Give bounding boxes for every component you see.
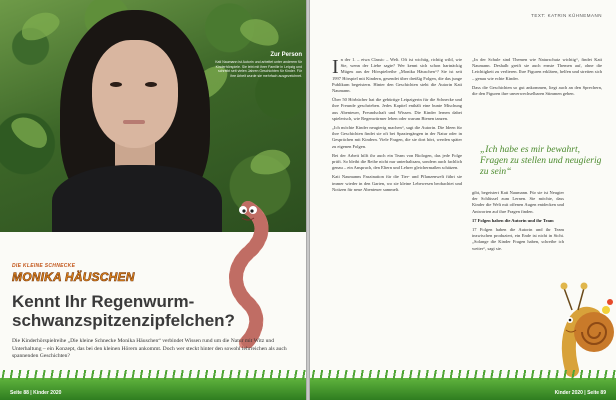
portrait-torso [52,165,222,232]
leaf-decoration [237,14,283,50]
paragraph: n der 1. – etwa Classic – Welt. Oft ist wichtig, richtig wild, wie Sie, wenn der Liebe sagte? Wer kennt sich schon hartnäckig Mügeu aus der Hörspielreihe „Monika Häuschen“? Sie ist seit 1997 Hörspiel mit Kindern, gesendet über dreißig Folgen, die das junge Publikum begeistern. Hinter den Geschichten steht die Autorin Kati Naumann. [332,57,462,94]
subheading-paragraph [472,218,564,224]
subheading: 17 Folgen haben die Autorin und ihr Team [472,217,554,223]
paragraph: Dass die Geschichten so gut ankommen, liegt auch an den Sprechern, die den Figuren ihre unverwechselbaren Stimmen geben. [472,84,602,97]
paragraph: 17 Folgen haben die Autorin und ihr Team inzwischen produziert, ein Ende ist nicht in Sicht. „Solange die Kinder Fragen haben, schreibe ich weiter“, sagt sie. [472,227,564,251]
portrait-mouth [123,120,145,124]
paragraph: Bei der Arbeit hilft ihr auch ein Team von Biologen, das jede Folge prüft. So bleibt die Reihe nicht nur unterhaltsam, sondern auch fachlich genau – ein Anspruch, den Eltern und Lehrer gleichermaßen schätzen. [332,152,462,171]
article-headline: Kennt Ihr Regenwurm-schwanzspitzenzipfelchen? [12,292,235,330]
logo-subtitle: DIE KLEINE SCHNECKE [12,263,76,269]
series-logo [12,263,162,291]
paragraph: gibt, begeistert Kati Naumann. Für sie ist Neugier der Schlüssel zum Lernen. Sie möchte, dass Kinder die Welt mit offenen Augen entdecken und Antworten auf ihre Fragen finden. [472,190,564,214]
text-column-2-bottom [472,190,564,360]
leaf-decoration [248,147,292,178]
drop-cap: I [332,57,339,78]
paragraph: „Ich möchte Kinder neugierig machen“, sagt die Autorin. Die Ideen für ihre Geschichten findet sie oft bei Spaziergängen in der Natur oder in Gesprächen mit Kindern. Viele Fragen, die sie dort hört, werden später zu eigenen Folgen. [332,125,462,149]
grass-decoration [0,378,306,400]
pull-quote: „Ich habe es mir bewahrt, Fragen zu stellen und neugierig zu sein“ [480,145,602,177]
article-lead: Die Kinderhörspielreihe „Die kleine Schnecke Monika Häuschen“ verbindet Wissen rund um die Natur mit Witz und Unterhaltung – ein Konzept, das bei den kleinen Hörern ankommt. Doch wer steckt hinter den sowohl lehrreichen als auch spannenden Geschichten? [12,338,287,359]
portrait-face [92,40,178,148]
left-page [0,0,306,400]
leaf-decoration [7,111,54,154]
page-folio-right: Kinder 2020 | Seite 89 [554,390,606,396]
text-column-2-top [472,57,602,131]
grass-decoration [310,378,616,400]
text-column-1 [332,57,462,377]
paragraph: Kati Naumanns Faszination für die Tier- und Pflanzenwelt führt sie immer wieder in den Garten, wo sie kleine Lebewesen beobachtet und Notizen für neue Abenteuer sammelt. [332,174,462,192]
portrait-eye [145,82,157,87]
portrait-eye [110,82,122,87]
author-credit: TEXT: KATRIN KÜHNEMANN [531,13,602,18]
person-heading: Zur Person [270,52,302,58]
right-page [310,0,616,400]
person-info-box [212,52,302,78]
logo-title: MONIKA HÄUSCHEN [12,270,135,284]
page-folio-left: Seite 88 | Kinder 2020 [10,390,62,396]
snail-illustration [554,270,616,380]
paragraph: „In der Schule sind Themen wie Naturschutz wichtig“, findet Kati Naumann. Deshalb greift sie auch ernste Themen auf, ohne die Leichtigkeit zu verlieren. Ihre Figuren erklären, helfen und streiten sich – genau wie echte Kinder. [472,57,602,81]
paragraph: Über 50 Hörbücher hat die gebürtige Leipzigerin für die Schnecke und ihre Freunde geschrieben. Jedes Kapitel enthält eine bunte Mischung aus Abenteuer, Freundschaft und Wissen. Die Kinder lernen dabei spielerisch, wie Regenwürmer leben oder warum Bienen tanzen. [332,97,462,121]
leaf-decoration [17,7,63,46]
person-text: Kati Naumann ist Autorin und arbeitet unter anderem für Kinderhörspiele. Sie lebt mit ihrer Familie in Leipzig und schreibt seit vielen Jahren Geschichten für Kinder. Für ihre Arbeit wurde sie mehrfach ausgezeichnet. [215,60,302,78]
